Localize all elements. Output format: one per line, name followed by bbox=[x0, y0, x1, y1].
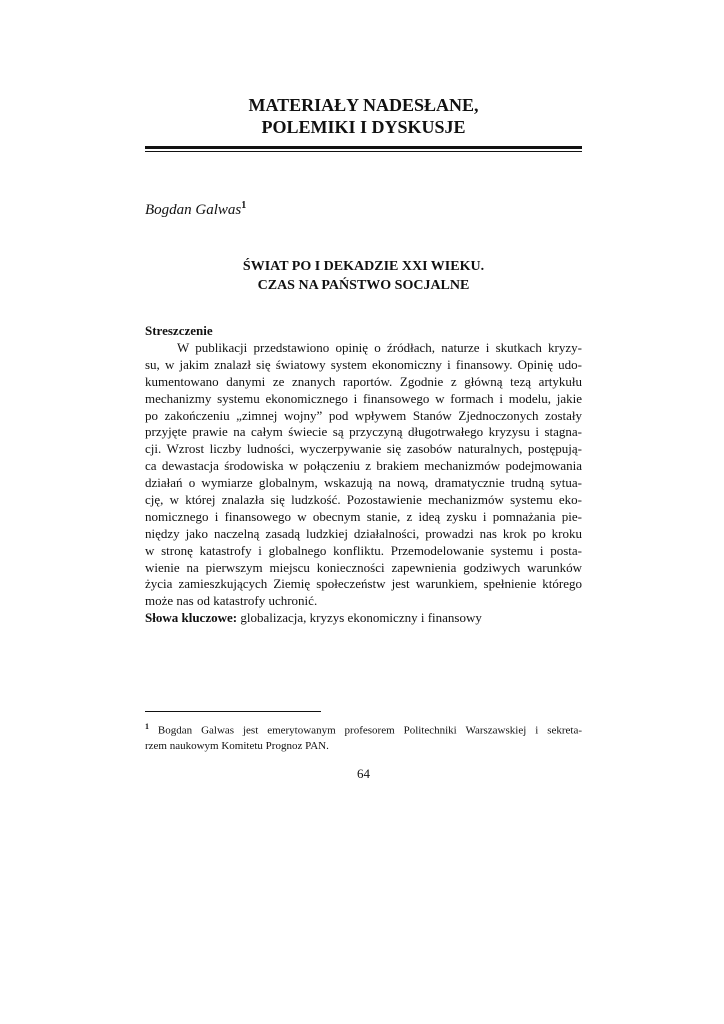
author bbox=[145, 200, 246, 219]
footnote-separator bbox=[145, 711, 321, 712]
footnote-line-2: rzem naukowym Komitetu Prognoz PAN. bbox=[145, 739, 329, 752]
keywords-text: globalizacja, kryzys ekonomiczny i finansowy bbox=[237, 610, 482, 625]
keywords-label: Słowa kluczowe: bbox=[145, 610, 238, 625]
abstract-line: niędzy jako naczelną zasadą ludzkiej działalności, prowadzi nas krok po kroku bbox=[145, 525, 582, 541]
author-name: Bogdan Galwas bbox=[145, 202, 242, 218]
footnote bbox=[145, 719, 582, 754]
abstract-line: przyjęte prawie na całym świecie są przyczyną długotrwałego kryzysu i stagna- bbox=[145, 424, 582, 440]
paper-title-line-1: ŚWIAT PO I DEKADZIE XXI WIEKU. bbox=[242, 259, 485, 274]
abstract-line: ca dewastacja środowiska w połączeniu z brakiem mechanizmów podejmowania bbox=[145, 458, 582, 474]
section-divider-thin bbox=[145, 151, 582, 152]
abstract-line: mechanizmy systemu ekonomicznego i finansowego w formach i modelu, jakie bbox=[145, 390, 582, 406]
footnote-mark: 1 bbox=[145, 722, 149, 731]
paper-title-line-2: CZAS NA PAŃSTWO SOCJALNE bbox=[257, 278, 470, 293]
paper-title bbox=[145, 257, 582, 295]
footnote-text-1: Bogdan Galwas jest emerytowanym profesorem Politechniki Warszawskiej i sekreta- bbox=[149, 724, 582, 737]
section-title bbox=[145, 94, 582, 138]
abstract-line: nomicznego i finansowego w obecnym stanie, z ideą zysku i pomnażania pie- bbox=[145, 508, 582, 524]
abstract-line: życia zamieszkujących Ziemię społeczeństw jest warunkiem, spełnienie którego bbox=[145, 576, 582, 592]
abstract-line: w stronę katastrofy i globalnego konfliktu. Przemodelowanie systemu i posta- bbox=[145, 542, 582, 558]
abstract-line: su, w jakim znalazł się światowy system ekonomiczny i finansowy. Opinię udo- bbox=[145, 356, 582, 372]
abstract-line: może nas od katastrofy uchronić. bbox=[145, 593, 318, 609]
abstract-line: W publikacji przedstawiono opinię o źródłach, naturze i skutkach kryzy- bbox=[177, 340, 582, 355]
abstract-line: cję, w której znalazła się ludzkość. Pozostawienie mechanizmów systemu eko- bbox=[145, 492, 582, 508]
keywords bbox=[145, 610, 482, 626]
footnote-line-1 bbox=[145, 719, 582, 739]
section-title-line-2: POLEMIKI I DYSKUSJE bbox=[261, 117, 466, 137]
abstract-body bbox=[145, 340, 582, 610]
abstract-line: wienie na pierwszym miejscu konieczności zapewnienia godziwych warunków bbox=[145, 559, 582, 575]
page-number: 64 bbox=[357, 766, 370, 781]
author-footnote-mark: 1 bbox=[241, 200, 247, 211]
abstract-line: cji. Wzrost liczby ludności, wyczerpywanie się zasobów naturalnych, postępują- bbox=[145, 441, 582, 457]
section-title-line-1: MATERIAŁY NADESŁANE, bbox=[248, 95, 479, 115]
abstract-line: działań o wymiarze globalnym, wskazują na nową, dramatycznie trudną sytua- bbox=[145, 475, 582, 491]
abstract-line: kumentowano danymi ze znanych raportów. Zgodnie z główną tezą artykułu bbox=[145, 373, 582, 389]
abstract-line: po zakończeniu „zimnej wojny” pod wpływem Stanów Zjednoczonych zostały bbox=[145, 407, 582, 423]
abstract-heading: Streszczenie bbox=[145, 323, 213, 338]
section-divider-thick bbox=[145, 146, 582, 149]
